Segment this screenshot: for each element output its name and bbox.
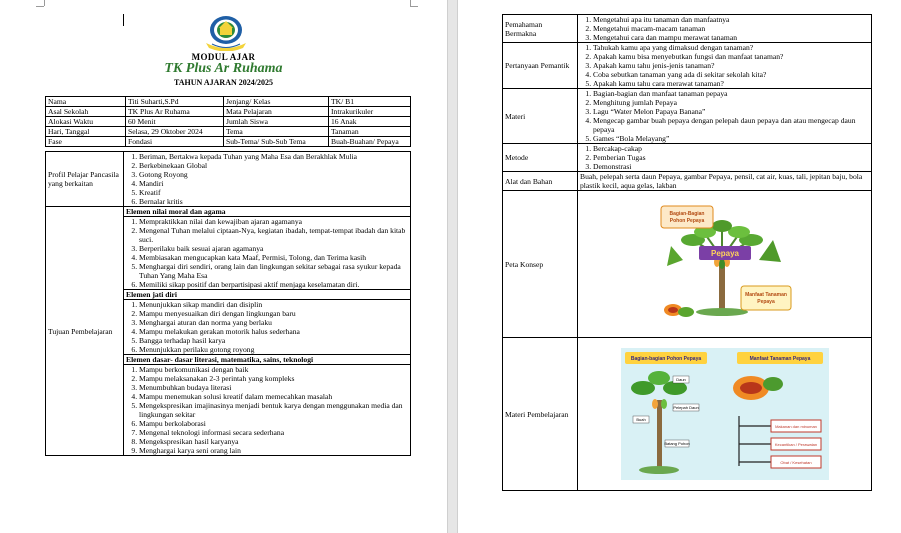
school-logo: [203, 13, 249, 51]
pemahaman-cell: [578, 15, 872, 43]
material-left-title: Bagian-bagian Pohon Pepaya: [630, 356, 701, 362]
list-item: 1. Mampu berkomunikasi dengan baik: [139, 365, 408, 374]
list-item: 3. Menghargai aturan dan norma yang berlaku: [139, 318, 408, 327]
pertanyaan-cell: [578, 43, 872, 89]
cell-value: 16 Anak: [329, 117, 411, 127]
metode-cell: [578, 144, 872, 172]
manfaat-1: Makanan dan minuman: [774, 424, 817, 429]
manfaat-2: Kecantikan / Perawatan: [774, 442, 817, 447]
pertanyaan-label: Pertanyaan Pemantik: [503, 43, 578, 89]
margin-mark: [410, 6, 418, 7]
list-item: 2. Mampu menyesuaikan diri dengan lingkungan baru: [139, 309, 408, 318]
list-item: 6. Memiliki sikap positif dan berpartisipasi aktif menjaga keselamatan diri.: [139, 280, 408, 289]
list-item: 4. Mandiri: [139, 179, 408, 188]
cell-label: Asal Sekolah: [46, 107, 126, 117]
metode-label: Metode: [503, 144, 578, 172]
label-batang: Batang Pohon: [663, 441, 690, 446]
materi-pembelajaran-label: Materi Pembelajaran: [503, 338, 578, 491]
cell-label: Fase: [46, 137, 126, 147]
learning-material-wrap: [580, 338, 869, 490]
academic-year: TAHUN AJARAN 2024/2025: [174, 78, 273, 87]
concept-map-image: [653, 200, 797, 328]
cell-value: Tanaman: [329, 127, 411, 137]
materi-list: [580, 89, 869, 143]
metode-list: [580, 144, 869, 171]
materi-cell: [578, 89, 872, 144]
tujuan-sec2-cell: [124, 300, 411, 355]
cell-value: Intrakurikuler: [329, 107, 411, 117]
list-item: 4. Mampu menemukan solusi kreatif dalam memecahkan masalah: [139, 392, 408, 401]
section-heading: Elemen dasar- dasar literasi, matematika, sains, teknologi: [124, 355, 411, 365]
list-item: 3. Gotong Royong: [139, 170, 408, 179]
list-item: 4. Coba sebutkan tanaman yang ada di sekitar sekolah kita?: [593, 70, 869, 79]
cell-value: Buah-Buahan/ Pepaya: [329, 137, 411, 147]
cell-value: TK/ B1: [329, 97, 411, 107]
profil-list: [126, 152, 408, 206]
identity-table: [45, 96, 411, 147]
list-item: 1. Bagian-bagian dan manfaat tanaman pepaya: [593, 89, 869, 98]
concept-map-title: Bagian-Bagian: [668, 211, 705, 217]
svg-text:Pohon Pepaya: Pohon Pepaya: [669, 218, 704, 224]
cell-value: Fondasi: [126, 137, 224, 147]
cell-label: Hari, Tanggal: [46, 127, 126, 137]
list-item: 1. Tahukah kamu apa yang dimaksud dengan tanaman?: [593, 43, 869, 52]
tujuan-list: [126, 217, 408, 289]
list-item: 3. Mengetahui cara dan mampu merawat tanaman: [593, 33, 869, 42]
school-name-title: TK Plus Ar Ruhama: [164, 61, 283, 76]
cell-label: Tema: [224, 127, 329, 137]
list-item: 6. Menunjukkan perilaku gotong royong: [139, 345, 408, 354]
section-heading: Elemen nilai moral dan agama: [124, 207, 411, 217]
pertanyaan-list: [580, 43, 869, 88]
manfaat-3: Obat / Kesehatan: [779, 460, 812, 465]
concept-map-manfaat: Manfaat Tanaman: [744, 292, 787, 298]
alat-value: Buah, pelepah serta daun Pepaya, gambar Pepaya, pensil, cat air, kuas, tali, jepitan baju, bola plastik kecil, aqua gelas, lakban: [578, 172, 872, 191]
list-item: 2. Mengetahui macam-macam tanaman: [593, 24, 869, 33]
margin-mark: [44, 0, 45, 6]
alat-label: Alat dan Bahan: [503, 172, 578, 191]
margin-mark: [36, 6, 44, 7]
lesson-details-table: [502, 14, 872, 491]
label-daun: Daun: [675, 377, 686, 382]
list-item: 2. Apakah kamu bisa menyebutkan fungsi dan manfaat tanaman?: [593, 52, 869, 61]
cell-value: Titi Suharti,S.Pd: [126, 97, 224, 107]
list-item: 2. Menghitung jumlah Pepaya: [593, 98, 869, 107]
section-heading: Elemen jati diri: [124, 290, 411, 300]
cell-label: Mata Pelajaran: [224, 107, 329, 117]
cell-label: Nama: [46, 97, 126, 107]
list-item: 3. Apakah kamu tahu jenis-jenis tanaman?: [593, 61, 869, 70]
cell-label: Jenjang/ Kelas: [224, 97, 329, 107]
material-right-title: Manfaat Tanaman Pepaya: [749, 356, 810, 362]
document-page-right: [457, 0, 901, 533]
list-item: 4. Mampu melakukan gerakan motorik halus sederhana: [139, 327, 408, 336]
list-item: 9. Menghargai karya seni orang lain: [139, 446, 408, 455]
cell-value: TK Plus Ar Ruhama: [126, 107, 224, 117]
tujuan-label: Tujuan Pembelajaran: [46, 207, 124, 456]
list-item: 1. Mengetahui apa itu tanaman dan manfaatnya: [593, 15, 869, 24]
svg-text:Pepaya: Pepaya: [756, 299, 775, 305]
list-item: 2. Mampu melaksanakan 2-3 perintah yang kompleks: [139, 374, 408, 383]
list-item: 5. Mengekspresikan imajinasinya menjadi bentuk karya dengan menggunakan media dan lingkungan sekitar: [139, 401, 408, 419]
list-item: 3. Lagu “Water Melon Papaya Banana”: [593, 107, 869, 116]
peta-konsep-cell: [578, 191, 872, 338]
list-item: 1. Mempraktikkan nilai dan kewajiban ajaran agamanya: [139, 217, 408, 226]
cell-value: 60 Menit: [126, 117, 224, 127]
text-cursor: [123, 14, 124, 26]
list-item: 4. Membiasakan mengucapkan kata Maaf, Permisi, Tolong, dan Terima kasih: [139, 253, 408, 262]
cell-label: Alokasi Waktu: [46, 117, 126, 127]
list-item: 6. Bernalar kritis: [139, 197, 408, 206]
list-item: 3. Berperilaku baik sesuai ajaran agamanya: [139, 244, 408, 253]
list-item: 5. Bangga terhadap hasil karya: [139, 336, 408, 345]
concept-map-center: Pepaya: [710, 249, 739, 258]
profile-goals-table: [45, 151, 411, 456]
list-item: 5. Games “Bola Melayang”: [593, 134, 869, 143]
list-item: 2. Mengenal Tuhan melalui ciptaan-Nya, kegiatan ibadah, tempat-tempat ibadah dan kitab suci.: [139, 226, 408, 244]
list-item: 2. Berkebinekaan Global: [139, 161, 408, 170]
list-item: 1. Bercakap-cakap: [593, 144, 869, 153]
list-item: 1. Beriman, Bertakwa kepada Tuhan yang Maha Esa dan Berakhlak Mulia: [139, 152, 408, 161]
label-buah: Buah: [635, 417, 646, 422]
materi-label: Materi: [503, 89, 578, 144]
list-item: 1. Menunjukkan sikap mandiri dan disiplin: [139, 300, 408, 309]
concept-map-wrap: [580, 191, 869, 337]
list-item: 3. Demonstrasi: [593, 162, 869, 171]
list-item: 3. Menumbuhkan budaya literasi: [139, 383, 408, 392]
cell-value: Selasa, 29 Oktober 2024: [126, 127, 224, 137]
module-title: MODUL AJAR: [191, 52, 256, 62]
list-item: 2. Pemberian Tugas: [593, 153, 869, 162]
list-item: 5. Menghargai diri sendiri, orang lain dan lingkungan sekitar sebagai rasa syukur kepada Tuhan Yang Maha Esa: [139, 262, 408, 280]
tujuan-sec1-cell: [124, 217, 411, 290]
document-page-left: [0, 0, 448, 533]
peta-konsep-label: Peta Konsep: [503, 191, 578, 338]
tujuan-list: [126, 365, 408, 455]
list-item: 7. Mengenal teknologi informasi secara sederhana: [139, 428, 408, 437]
cell-label: Jumlah Siswa: [224, 117, 329, 127]
tujuan-sec3-cell: [124, 365, 411, 456]
cell-label: Sub-Tema/ Sub-Sub Tema: [224, 137, 329, 147]
list-item: 8. Mengekspresikan hasil karyanya: [139, 437, 408, 446]
list-item: 5. Apakah kamu tahu cara merawat tanaman?: [593, 79, 869, 88]
profil-label: Profil Pelajar Pancasila yang berkaitan: [46, 152, 124, 207]
tujuan-list: [126, 300, 408, 354]
list-item: 5. Kreatif: [139, 188, 408, 197]
label-pelepah: Pelepah Daun: [672, 405, 699, 410]
profil-cell: [124, 152, 411, 207]
list-item: 4. Mengecap gambar buah pepaya dengan pelepah daun pepaya dan atau mengecap daun pepaya: [593, 116, 869, 134]
learning-material-image: [621, 348, 829, 480]
list-item: 6. Mampu berkolaborasi: [139, 419, 408, 428]
materi-pembelajaran-cell: [578, 338, 872, 491]
pemahaman-label: Pemahaman Bermakna: [503, 15, 578, 43]
pemahaman-list: [580, 15, 869, 42]
